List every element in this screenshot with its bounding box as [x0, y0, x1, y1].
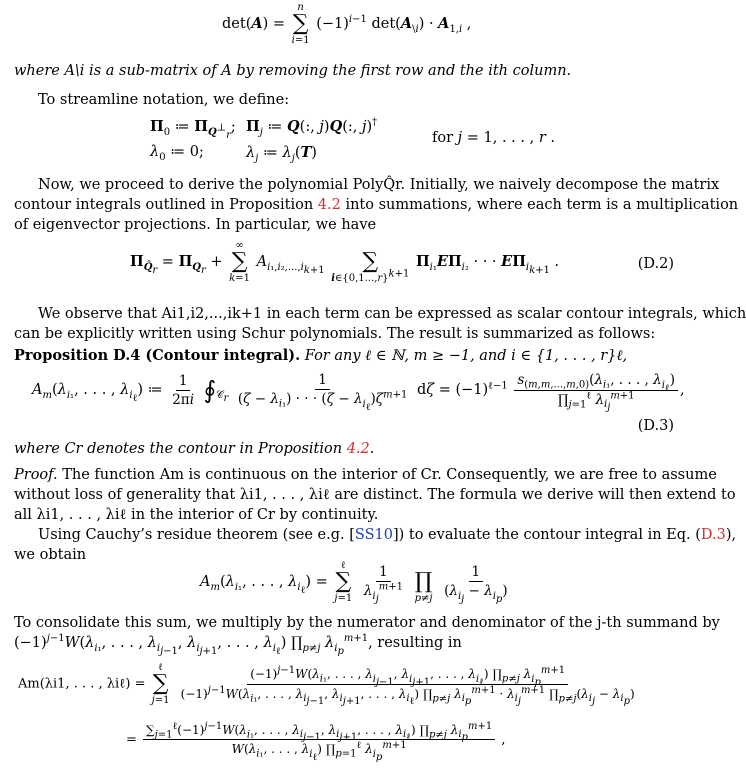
def-pij: $\Pi_j$ ≔ Q(:, j)Q(:, j)†	[246, 117, 378, 138]
paragraph-now-line3: of eigenvector projections. In particular, we have	[14, 217, 377, 233]
where-clause-submatrix: where A\i is a sub-matrix of A by removing the first row and the ith column.	[14, 63, 572, 79]
def-lambdaj: $\lambda_j$ ≔ $\lambda_j(T)$	[246, 144, 317, 164]
cauchy-line2: we obtain	[14, 547, 87, 563]
proof-line3: all λi1, . . . , λiℓ in the interior of Cr by continuity.	[14, 507, 379, 523]
ref-equation-d3[interactable]: D.3	[700, 527, 726, 543]
equation-consolidated-1: Am(λi1, . . . , λiℓ) = ℓ ∑ j=1 $(-1)^{j-1}W(\lambda_{i_1}$, . . . , $\lambda_{i_{j-1}}$, $\lambda_{i_{j+1}}$, . . . , $\lambda_{i_\ell}$) $\prod_{p\ne j}$ $\lambda_{i_p}^{m+1}$ $(-1)^{j-1}W(\lambda_{i_1}$, . . . , $\lambda_{i_{j-1}}$, $\lambda_{i_{j+1}}$, . . . , $\lambda_{i_\ell}$) $\prod_{p\ne j}$ $\lambda_{i_p}^{m+1} \cdot \lambda_{i_j}^{m+1}$ $\prod_{p\ne j}(\lambda_{i_j} - \lambda_{i_p})$	[18, 662, 635, 707]
cauchy-line1: Using Cauchy’s residue theorem (see e.g. [SS10]) to evaluate the contour integral in Eq. (D.3),	[38, 527, 737, 543]
consolidate-line1: To consolidate this sum, we multiply by the numerator and denominator of the j-th summand by	[14, 615, 720, 631]
proposition-title: Proposition D.4 (Contour integral).	[14, 347, 301, 364]
equation-consolidated-2: = $\sum_{j=1}^\ell(-1)^{j-1}W(\lambda_{i_1}$, . . . , $\lambda_{i_{j-1}}$, $\lambda_{i_{j+1}}$, . . . , $\lambda_{i_\ell}$) $\prod_{p\ne j}$ $\lambda_{i_p}^{m+1}$ $W(\lambda_{i_1}$, . . . , $\lambda_{i_\ell}$) $\prod_{p=1}^\ell$ $\lambda_{i_p}^{m+1}$ ,	[126, 721, 506, 763]
citation-ss10[interactable]: SS10	[354, 527, 393, 543]
equation-d2: $\Pi_{Q̂_r} = \Pi_{Q_r}$ + ∞ ∑ k=1 $A_{i_1,i_2,...,i_{k+1}}$ ∑ $i\in\{0,1...,r\}^{k+1}$ $\Pi_{i_1}E\Pi_{i_2}$ · · · $E\Pi_{i_{k+1}}$ .	[130, 240, 560, 284]
ref-proposition-4-2[interactable]: 4.2	[317, 197, 341, 213]
paragraph-observe-line1: We observe that Ai1,i2,...,ik+1 in each term can be expressed as scalar contour integrals, which	[38, 306, 746, 322]
eqno-d2: (D.2)	[637, 256, 674, 272]
equation-determinant: det(A) = n ∑ i=1 $(-1)^{i-1}$ $\det(A_{\backslash i}) \cdot A_{1,i}$ ,	[222, 2, 472, 46]
proof-line1: Proof. The function Am is continuous on the interior of Cr. Consequently, we are free to assume	[14, 467, 717, 483]
paragraph-now-line2: contour integrals outlined in Proposition 4.2 into summations, where each term is a multiplication	[14, 197, 739, 213]
proof-line2: without loss of generality that λi1, . . . , λiℓ are distinct. The formula we derive will then extend to	[14, 487, 736, 503]
consolidate-line2: $(-1)^{j-1}W(\lambda_{i_1}$, . . . , $\lambda_{i_{j-1}}$, $\lambda_{i_{j+1}}$, . . . , $\lambda_{i_\ell}$) $\prod_{p\ne j}$ $\lambda_{i_p}^{m+1}$, resulting in	[14, 633, 462, 657]
ref-proposition-4-2-b[interactable]: 4.2	[346, 441, 370, 457]
where-clause-contour: where Cr denotes the contour in Proposition 4.2.	[14, 441, 375, 457]
proof-label: Proof.	[14, 467, 58, 483]
equation-d3: $A_m(\lambda_{i_1}$, . . . , $\lambda_{i_\ell}$) ≔ $\frac{1}{2\pi i}$ $∮_{𝒞_r}$ $\frac{1}{(\zeta - \lambda_{i_1}) \cdot \cdot \cdot (\zeta - \lambda_{i_\ell})\zeta^{m+1}}$ $d\zeta = (-1)^{\ell-1}$ $\frac{s_{(m,m,...,m,0)}(\lambda_{i_1}, . . . , \lambda_{i_\ell})}{\prod_{j=1}^\ell \lambda_{i_j}^{m+1}}$ ,	[32, 372, 685, 414]
def-pi0: $\Pi_0$ ≔ $\Pi_{Q^\perp_r}$;	[150, 118, 236, 141]
proposition-body: For any ℓ ∈ ℕ, m ≥ −1, and i ∈ {1, . . . , r}ℓ,	[300, 348, 628, 364]
def-for-j: for j = 1, . . . , r .	[432, 130, 555, 146]
def-lambda0: $\lambda_0$ ≔ 0;	[150, 144, 204, 163]
equation-residue: $A_m(\lambda_{i_1}$, . . . , $\lambda_{i_\ell}$) = ℓ ∑ j=1 $\frac{1}{\lambda_{i_j}^{m+1}}$ ∏ p≠j $\frac{1}{(\lambda_{i_j} - \lambda_{i_p})}$	[200, 560, 508, 605]
eqno-d3: (D.3)	[637, 418, 674, 434]
paragraph-observe-line2: can be explicitly written using Schur polynomials. The result is summarized as follows:	[14, 326, 656, 342]
paragraph-now-line1: Now, we proceed to derive the polynomial PolyQ̂r. Initially, we naively decompose the matrix	[38, 177, 720, 193]
proposition-d4	[14, 347, 627, 365]
streamline-text: To streamline notation, we define:	[38, 92, 290, 108]
